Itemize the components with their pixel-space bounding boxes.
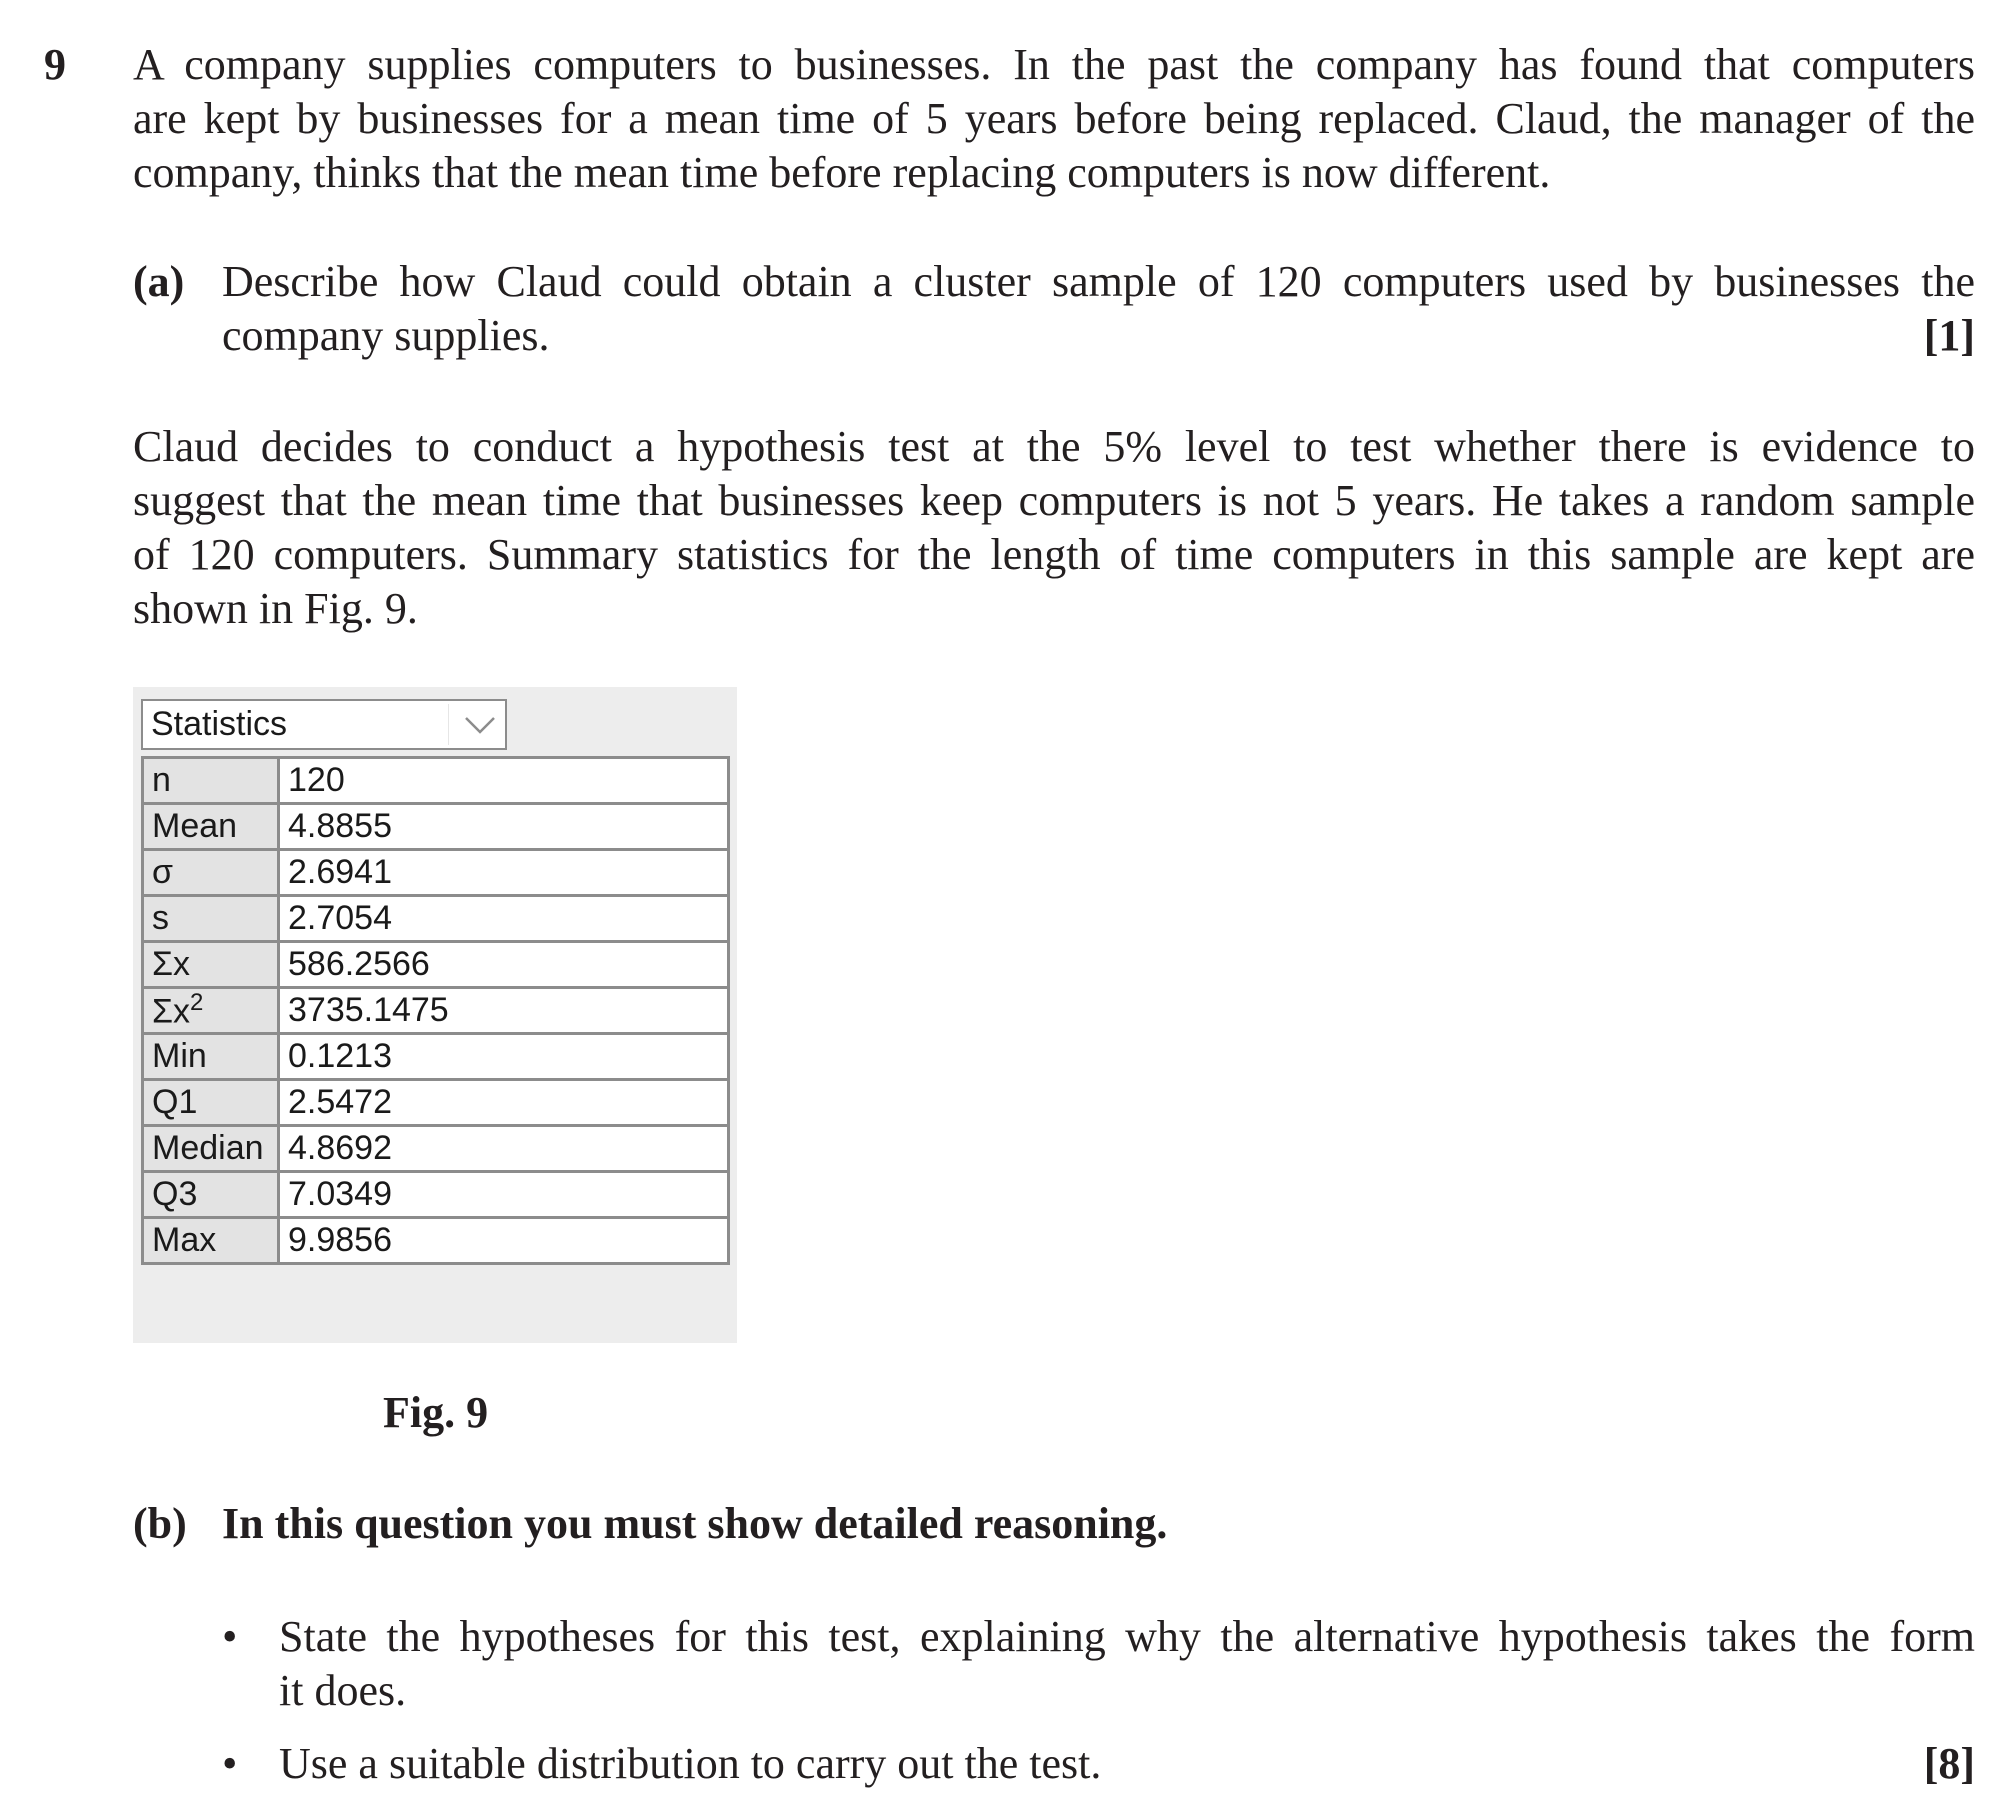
question-number: 9 bbox=[44, 40, 66, 89]
stat-key: Σx bbox=[143, 942, 279, 988]
bullet-point: • bbox=[222, 1739, 238, 1788]
table-row bbox=[143, 804, 729, 850]
stat-key: s bbox=[143, 896, 279, 942]
stat-key: Mean bbox=[143, 804, 279, 850]
stat-value: 0.1213 bbox=[279, 1034, 729, 1080]
stat-value: 586.2566 bbox=[279, 942, 729, 988]
bullet-line: it does. bbox=[279, 1666, 407, 1715]
question-intro bbox=[133, 38, 1975, 200]
chevron-down-icon bbox=[463, 709, 497, 739]
context-paragraph bbox=[133, 420, 1975, 636]
part-a-marks: [1] bbox=[1923, 311, 1975, 360]
part-b-instruction: In this question you must show detailed reasoning. bbox=[222, 1499, 1168, 1548]
stat-key: Q3 bbox=[143, 1172, 279, 1218]
table-row bbox=[143, 896, 729, 942]
part-b-marks: [8] bbox=[1923, 1739, 1975, 1788]
stat-key: Max bbox=[143, 1218, 279, 1264]
dropdown-value: Statistics bbox=[151, 705, 288, 743]
stat-key: σ bbox=[143, 850, 279, 896]
stat-value: 120 bbox=[279, 758, 729, 804]
table-row bbox=[143, 1126, 729, 1172]
stat-value: 2.6941 bbox=[279, 850, 729, 896]
stat-value: 4.8855 bbox=[279, 804, 729, 850]
bullet-line: Use a suitable distribution to carry out the test. bbox=[279, 1739, 1102, 1788]
part-a-label: (a) bbox=[133, 257, 185, 306]
stat-key: Median bbox=[143, 1126, 279, 1172]
dropdown-divider bbox=[448, 704, 449, 745]
context-line: Claud decides to conduct a hypothesis test at the 5% level to test whether there is evidence to bbox=[133, 422, 1975, 471]
stat-key-superscript: 2 bbox=[190, 989, 204, 1017]
table-row bbox=[143, 758, 729, 804]
context-line: shown in Fig. 9. bbox=[133, 584, 418, 633]
table-row bbox=[143, 850, 729, 896]
stat-value: 7.0349 bbox=[279, 1172, 729, 1218]
stat-value: 3735.1475 bbox=[279, 988, 729, 1034]
stat-key: n bbox=[143, 758, 279, 804]
table-row bbox=[143, 1034, 729, 1080]
statistics-dropdown[interactable] bbox=[141, 699, 507, 750]
stat-value: 9.9856 bbox=[279, 1218, 729, 1264]
figure-caption: Fig. 9 bbox=[383, 1388, 489, 1437]
context-line: of 120 computers. Summary statistics for the length of time computers in this sample are kept are bbox=[133, 530, 1975, 579]
part-a-line: Describe how Claud could obtain a cluster sample of 120 computers used by businesses the bbox=[222, 257, 1975, 306]
stat-key: Σx bbox=[152, 992, 191, 1031]
stat-key-with-superscript bbox=[143, 988, 279, 1034]
table-row bbox=[143, 1218, 729, 1264]
intro-line: are kept by businesses for a mean time of 5 years before being replaced. Claud, the manager of the bbox=[133, 94, 1975, 143]
table-row bbox=[143, 988, 729, 1034]
intro-line: company, thinks that the mean time before replacing computers is now different. bbox=[133, 148, 1551, 197]
part-b-bullet-2 bbox=[279, 1737, 1975, 1791]
part-a-text bbox=[222, 255, 1975, 363]
context-line: suggest that the mean time that businesses keep computers is not 5 years. He takes a random sample bbox=[133, 476, 1975, 525]
part-a-line: company supplies. bbox=[222, 311, 550, 360]
stat-value: 4.8692 bbox=[279, 1126, 729, 1172]
stat-value: 2.7054 bbox=[279, 896, 729, 942]
bullet-line: State the hypotheses for this test, explaining why the alternative hypothesis takes the form bbox=[279, 1612, 1975, 1661]
stat-key: Min bbox=[143, 1034, 279, 1080]
part-b-label: (b) bbox=[133, 1499, 187, 1548]
part-b-bullet-1 bbox=[279, 1610, 1975, 1718]
intro-line: A company supplies computers to businesses. In the past the company has found that computers bbox=[133, 40, 1975, 89]
table-row bbox=[143, 1080, 729, 1126]
table-row bbox=[143, 942, 729, 988]
bullet-point: • bbox=[222, 1612, 238, 1661]
statistics-table bbox=[141, 756, 730, 1265]
table-row bbox=[143, 1172, 729, 1218]
stat-key: Q1 bbox=[143, 1080, 279, 1126]
stat-value: 2.5472 bbox=[279, 1080, 729, 1126]
